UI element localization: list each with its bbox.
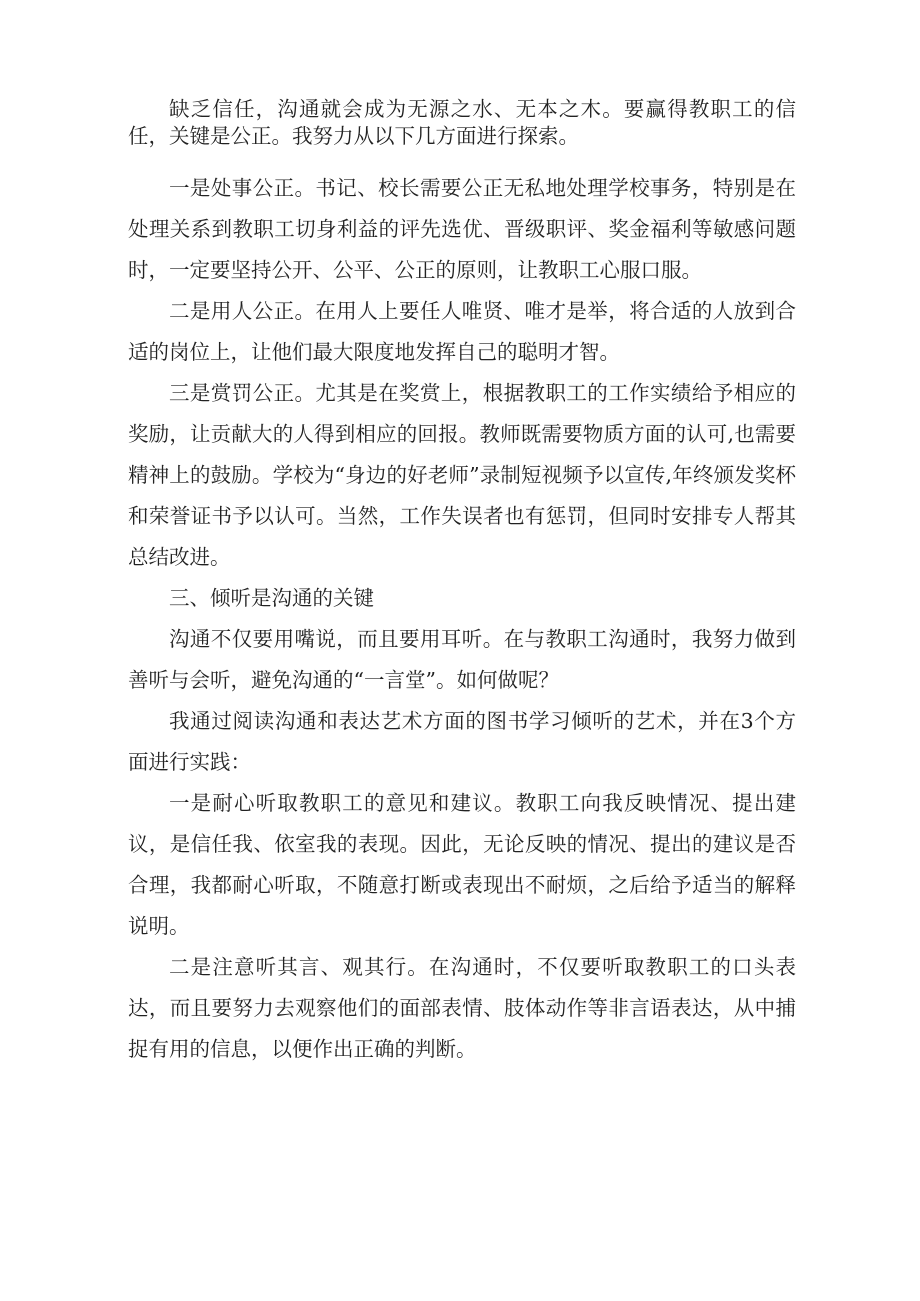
- paragraph-listening-practice: 我通过阅读沟通和表达艺术方面的图书学习倾听的艺术，并在3个方面进行实践：: [128, 709, 796, 774]
- paragraph-trust-intro: 缺乏信任，沟通就会成为无源之水、无本之木。要赢得教职工的信任，关键是公正。我努力从以下几方面进行探索。: [128, 97, 796, 148]
- paragraph-observe-behavior: 二是注意听其言、观其行。在沟通时，不仅要听取教职工的口头表达，而且要努力去观察他们的面部表情、肢体动作等非言语表达，从中捕捉有用的信息，以便作出正确的判断。: [128, 955, 796, 1061]
- paragraph-fair-personnel: 二是用人公正。在用人上要任人唯贤、唯才是举，将合适的人放到合适的岗位上，让他们最大限度地发挥自己的聪明才智。: [128, 299, 796, 364]
- document-body: [128, 96, 796, 1070]
- paragraph-patient-listening: 一是耐心听取教职工的意见和建议。教职工向我反映情况、提出建议，是信任我、依室我的表现。因此，无论反映的情况、提出的建议是否合理，我都耐心听取，不随意打断或表现出不耐烦，之后给予适当的解释说明。: [128, 791, 796, 938]
- paragraph-fair-affairs: 一是处事公正。书记、校长需要公正无私地处理学校事务，特别是在处理关系到教职工切身利益的评先选优、晋级职评、奖金福利等敏感问题时，一定要坚持公开、公平、公正的原则，让教职工心服口服。: [128, 176, 796, 282]
- section-heading-listening: 三、倾听是沟通的关键: [169, 586, 374, 610]
- paragraph-fair-rewards: 三是赏罚公正。尤其是在奖赏上，根据教职工的工作实绩给予相应的奖励，让贡献大的人得到相应的回报。教师既需要物质方面的认可,也需要精神上的鼓励。学校为“身边的好老师”录制短视频予以宣传,年终颁发奖杯和荣誉证书予以认可。当然，工作失误者也有惩罚，但同时安排专人帮其总结改进。: [128, 381, 796, 569]
- paragraph-listening-intro: 沟通不仅要用嘴说，而且要用耳听。在与教职工沟通时，我努力做到善听与会听，避免沟通的“一言堂”。如何做呢？: [128, 627, 796, 692]
